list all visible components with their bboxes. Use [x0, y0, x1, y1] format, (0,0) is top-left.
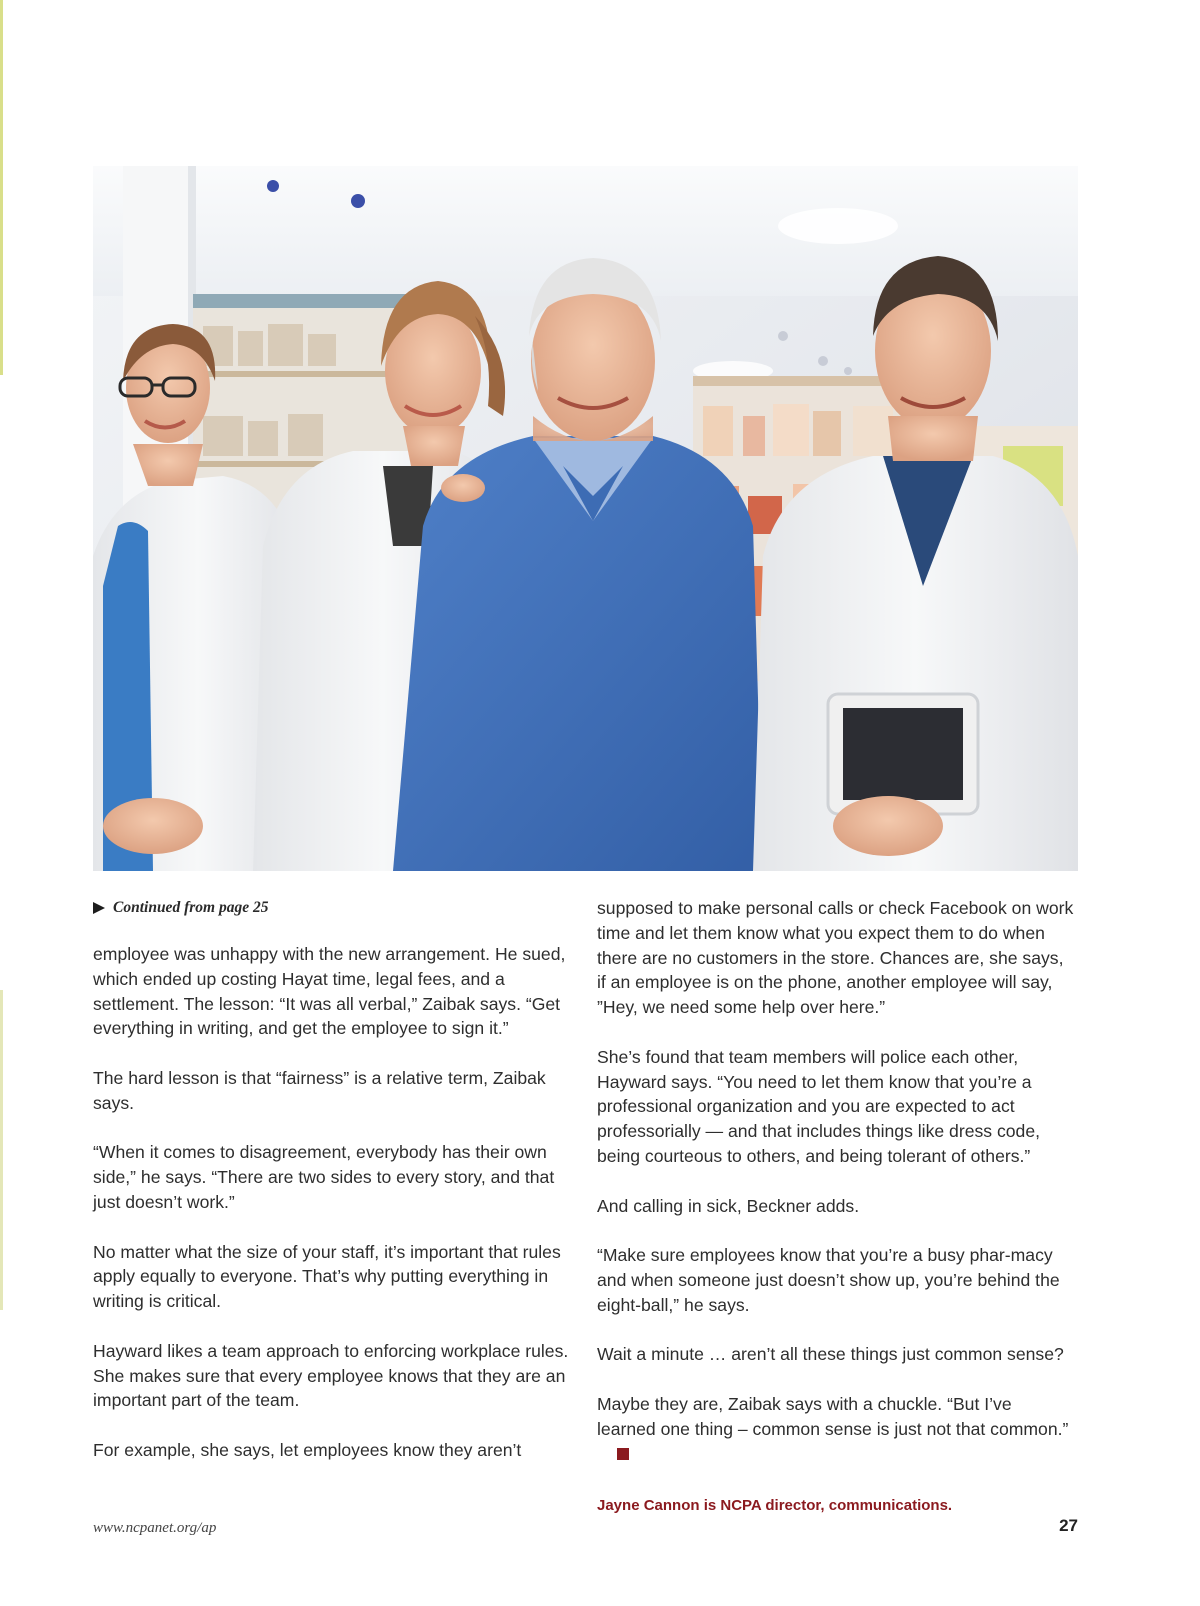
continued-from-note — [93, 896, 571, 920]
body-paragraph: supposed to make personal calls or check Facebook on work time and let them know what you expect them to do when there are no customers in the store. Chances are, she says, if an employee is on the phone, another employee will say, ”Hey, we need some help over here.” — [597, 898, 1074, 1018]
margin-accent-strip — [0, 0, 3, 375]
footer-website-link[interactable]: www.ncpanet.org/ap — [93, 1520, 217, 1536]
body-paragraph: No matter what the size of your staff, it’s important that rules apply equally to everyone. That’s why putting everything in writing is critical. — [93, 1241, 561, 1312]
body-paragraph: She’s found that team members will police each other, Hayward says. “You need to let them know that you’re a professional organization and you are expected to act professorially — and that includes things like dress code, being courteous to others, and being tolerant of others.” — [597, 1046, 1041, 1166]
play-triangle-icon — [93, 902, 105, 914]
body-paragraph: The hard lesson is that “fairness” is a relative term, Zaibak says. — [93, 1067, 546, 1113]
body-paragraph: And calling in sick, Beckner adds. — [597, 1195, 860, 1216]
body-paragraph: “Make sure employees know that you’re a busy phar-macy and when someone just doesn’t show up, you’re behind the eight-ball,” he says. — [597, 1245, 1060, 1315]
end-mark-square-icon — [617, 1448, 629, 1460]
body-paragraph: For example, she says, let employees know they aren’t — [93, 1439, 522, 1460]
page-number: 27 — [1059, 1516, 1078, 1535]
continued-from-label: Continued from page 25 — [113, 898, 269, 916]
body-paragraph: “When it comes to disagreement, everybody has their own side,” he says. “There are two sides to every story, and that just doesn’t work.” — [93, 1142, 555, 1212]
closing-paragraph — [597, 1392, 1075, 1466]
margin-accent-strip-lower — [0, 990, 3, 1310]
pharmacy-staff-photo — [93, 166, 1078, 871]
body-paragraph: employee was unhappy with the new arrangement. He sued, which ended up costing Hayat time, legal fees, and a settlement. The lesson: “It was all verbal,” Zaibak says. “Get everything in writing, and get the employee to sign it.” — [93, 944, 566, 1039]
closing-text: Maybe they are, Zaibak says with a chuckle. “But I’ve learned one thing – common sense is just not that common.” — [597, 1393, 1069, 1439]
body-paragraph: Wait a minute … aren’t all these things just common sense? — [597, 1344, 1064, 1365]
body-paragraph: Hayward likes a team approach to enforcing workplace rules. She makes sure that every employee knows that they are an important part of the team. — [93, 1340, 569, 1411]
right-text-column — [597, 896, 1075, 1519]
photo-illustration — [93, 166, 1078, 871]
author-byline: Jayne Cannon is NCPA director, communications. — [597, 1497, 953, 1515]
left-text-column — [93, 896, 571, 1488]
